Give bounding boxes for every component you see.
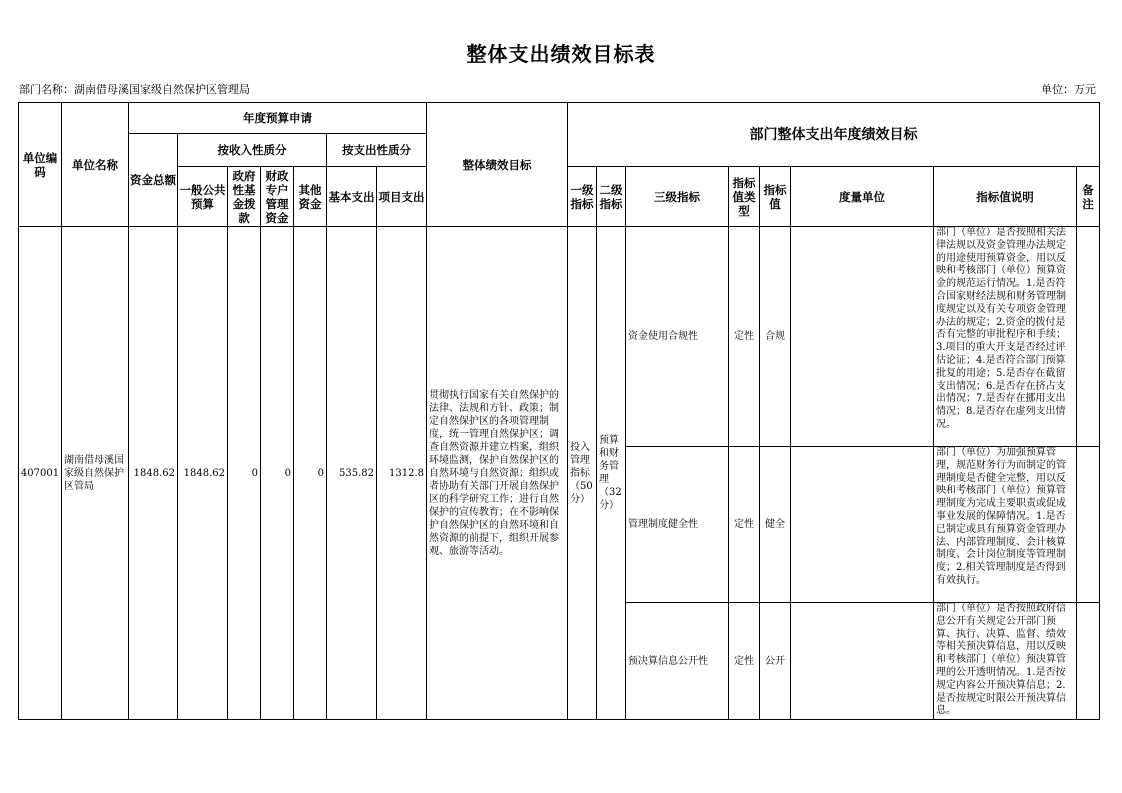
value-desc-text: 部门（单位）是否按照相关法律法规以及资金管理办法规定的用途使用预算资金，用以反映和考核部门（单位）预算资金的规范运行情况。1.是否符合国家财经法规和财务管理制度规定以及有关专项资金管理办法的规定；2.资金的拨付是否有完整的审批程序和手续；3.项目的重大开支是否经过评估论证；4.是否符合部门预算批复的用途；5.是否存在截留支出情况；6.是否存在挤占支出情况；7.是否存在挪用支出情况；8.是否存在虚列支出情况。 (936, 227, 1066, 430)
header-measure-unit: 度量单位 (791, 167, 934, 227)
cell-measure-unit (791, 227, 934, 447)
cell-indicator-type: 定性 (729, 227, 760, 447)
header-general-budget: 一般公共预算 (178, 167, 228, 227)
cell-indicator-value: 公开 (760, 603, 791, 720)
header-basic-expense: 基本支出 (327, 167, 377, 227)
header-project-expense: 项目支出 (377, 167, 427, 227)
cell-indicator-type: 定性 (729, 447, 760, 603)
header-indicator-value: 指标值 (760, 167, 791, 227)
header-level2: 二级指标 (597, 167, 626, 227)
header-other-fund: 其他资金 (294, 167, 327, 227)
header-remark: 备注 (1077, 167, 1100, 227)
header-annual-budget: 年度预算申请 (129, 103, 427, 134)
cell-overall-goal: 贯彻执行国家有关自然保护的法律、法规和方针、政策；制定自然保护区的各项管理制度，统一管理自然保护区；调查自然资源并建立档案，组织环境监测，保护自然保护区的自然环境与自然资源；组织或者协助有关部门开展自然保护区的科学研究工作；进行自然保护的宣传教育；在不影响保护自然保护区的自然环境和自然资源的前提下，组织开展参观、旅游等活动。 (427, 227, 568, 720)
cell-gov-fund: 0 (228, 227, 261, 720)
cell-remark (1077, 447, 1100, 603)
cell-level3: 管理制度健全性 (626, 447, 729, 603)
value-desc-text: 部门（单位）为加强预算管理，规范财务行为而制定的管理制度是否健全完整，用以反映和考核部门（单位）预算管理制度为完成主要职责或促成事业发展的保障情况。1.是否已制定或具有预算资金管理办法、内部管理制度、会计核算制度、会计岗位制度等管理制度；2.相关管理制度是否得到有效执行。 (936, 447, 1066, 586)
department-name: 部门名称：湖南借母溪国家级自然保护区管理局 (19, 83, 250, 96)
header-unit-name: 单位名称 (62, 103, 129, 227)
cell-level1: 投入管理指标（50分） (568, 227, 597, 720)
page-title: 整体支出绩效目标表 (466, 42, 656, 66)
header-value-desc: 指标值说明 (934, 167, 1077, 227)
cell-indicator-value: 合规 (760, 227, 791, 447)
cell-level3: 预决算信息公开性 (626, 603, 729, 720)
currency-unit: 单位：万元 (1041, 83, 1096, 96)
cell-other-fund: 0 (294, 227, 327, 720)
cell-remark (1077, 227, 1100, 447)
value-desc-text: 部门（单位）是否按照政府信息公开有关规定公开部门预算、执行、决算、监督、绩效等相关预决算信息，用以反映和考核部门（单位）预决算管理的公开透明情况。1.是否按规定内容公开预决算信息；2.是否按规定时限公开预决算信息。 (936, 603, 1066, 717)
cell-unit-name: 湖南借母溪国家级自然保护区管局 (62, 227, 129, 720)
cell-basic-expense: 535.82 (327, 227, 377, 720)
table-row (19, 227, 1100, 447)
cell-value-desc (934, 447, 1077, 603)
cell-measure-unit (791, 603, 934, 720)
cell-value-desc (934, 603, 1077, 720)
header-level3: 三级指标 (626, 167, 729, 227)
header-fiscal-special: 财政专户管理资金 (261, 167, 294, 227)
header-indicator-type: 指标值类型 (729, 167, 760, 227)
cell-fund-total: 1848.62 (129, 227, 178, 720)
cell-general-budget: 1848.62 (178, 227, 228, 720)
cell-remark (1077, 603, 1100, 720)
cell-value-desc (934, 227, 1077, 447)
header-overall-goal: 整体绩效目标 (427, 103, 568, 227)
header-fund-total: 资金总额 (129, 134, 178, 227)
cell-level3: 资金使用合规性 (626, 227, 729, 447)
header-by-income: 按收入性质分 (178, 134, 327, 167)
cell-measure-unit (791, 447, 934, 603)
performance-table (18, 102, 1100, 720)
cell-level2: 预算和财务管理（32分） (597, 227, 626, 720)
header-unit-code: 单位编码 (19, 103, 62, 227)
cell-unit-code: 407001 (19, 227, 62, 720)
cell-project-expense: 1312.8 (377, 227, 427, 720)
cell-fiscal-special: 0 (261, 227, 294, 720)
header-level1: 一级指标 (568, 167, 597, 227)
header-gov-fund: 政府性基金拨款 (228, 167, 261, 227)
header-by-expense: 按支出性质分 (327, 134, 427, 167)
cell-indicator-value: 健全 (760, 447, 791, 603)
cell-indicator-type: 定性 (729, 603, 760, 720)
header-dept-goal: 部门整体支出年度绩效目标 (568, 103, 1100, 167)
